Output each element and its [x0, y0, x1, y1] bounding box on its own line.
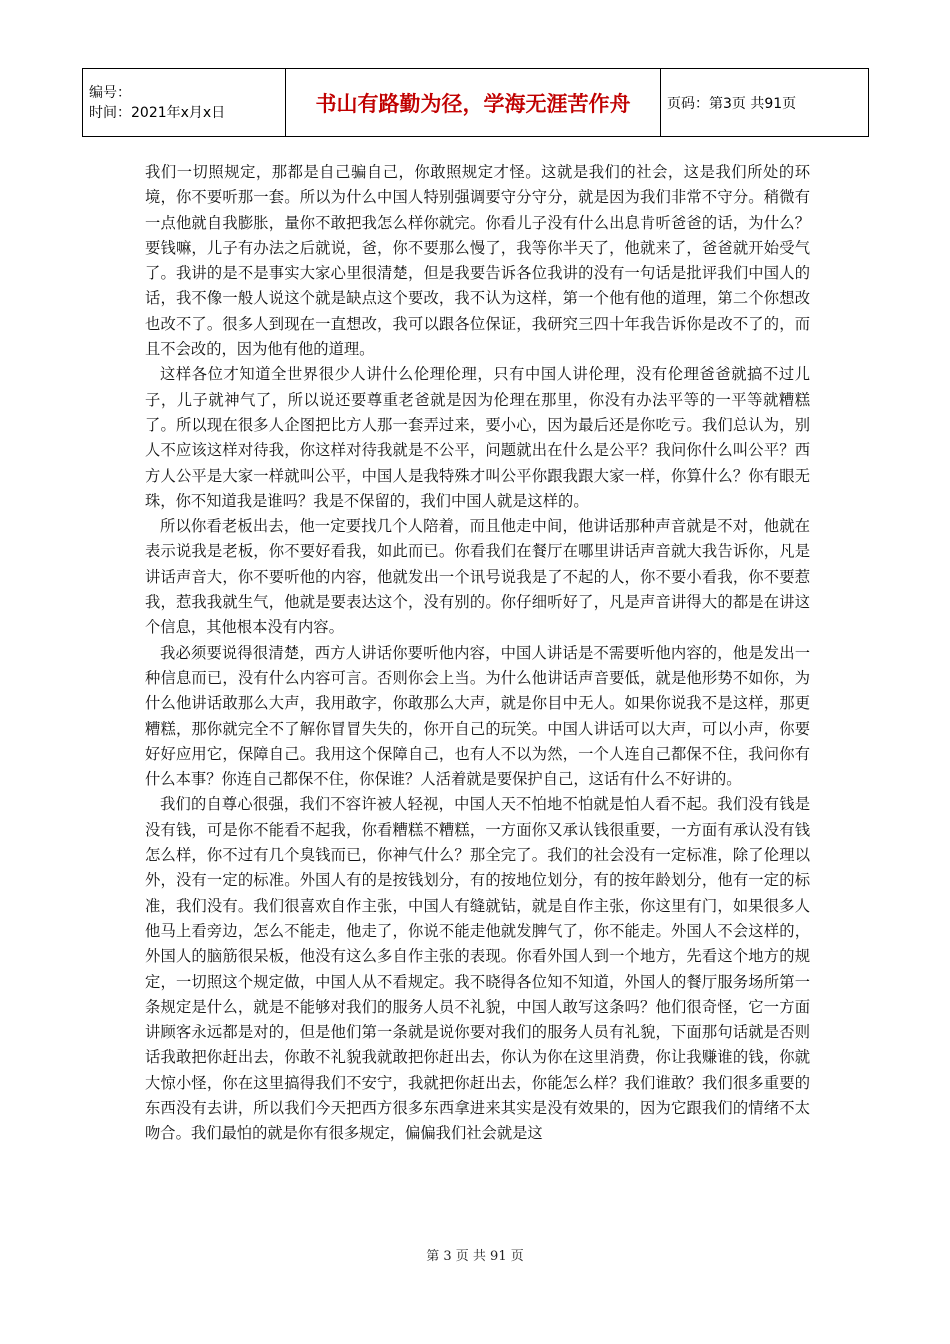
- footer-page-number: 第 3 页 共 91 页: [426, 1249, 524, 1264]
- header-motto: 书山有路勤为径，学海无涯苦作舟: [315, 91, 631, 116]
- header-info-cell: [83, 69, 286, 137]
- header-table: [82, 68, 869, 137]
- header-motto-cell: [286, 69, 661, 137]
- header-page-cell: [661, 69, 869, 137]
- body-paragraph: 我们一切照规定，那都是自己骗自己，你敢照规定才怪。这就是我们的社会，这是我们所处的环境，你不要听那一套。所以为什么中国人特别强调要守分守分，就是因为我们非常不守分。稍微有一点他就自我膨胀，量你不敢把我怎么样你就完。你看儿子没有什么出息肯听爸爸的话，为什么？要钱嘛，儿子有办法之后就说，爸，你不要那么慢了，我等你半天了，他就来了，爸爸就开始受气了。我讲的是不是事实大家心里很清楚，但是我要告诉各位我讲的没有一句话是批评我们中国人的话，我不像一般人说这个就是缺点这个要改，我不认为这样，第一个他有他的道理，第二个你想改也改不了。很多人到现在一直想改，我可以跟各位保证，我研究三四十年我告诉你是改不了的，而且不会改的，因为他有他的道理。: [145, 163, 810, 359]
- page-footer: [0, 1245, 950, 1264]
- body-paragraph: 所以你看老板出去，他一定要找几个人陪着，而且他走中间，他讲话那种声音就是不对，他就在表示说我是老板，你不要好看我，如此而已。你看我们在餐厅在哪里讲话声音就大我告诉你，凡是讲话声音大，你不要听他的内容，他就发出一个讯号说我是了不起的人，你不要小看我，你不要惹我，惹我我就生气，他就是要表达这个，没有别的。你仔细听好了，凡是声音讲得大的都是在讲这个信息，其他根本没有内容。: [145, 517, 810, 637]
- document-number-label: 编号：: [89, 84, 131, 101]
- document-date-label: 时间：2021年x月x日: [89, 104, 226, 121]
- body-paragraph: 我必须要说得很清楚，西方人讲话你要听他内容，中国人讲话是不需要听他内容的，他是发出一种信息而已，没有什么内容可言。否则你会上当。为什么他讲话声音要低，就是他形势不如你，为什么他讲话敢那么大声，我用敢字，你敢那么大声，就是你目中无人。如果你说我不是这样，那更糟糕，那你就完全不了解你冒冒失失的，你开自己的玩笑。中国人讲话可以大声，可以小声，你要好好应用它，保障自己。我用这个保障自己，也有人不以为然，一个人连自己都保不住，我问你有什么本事？你连自己都保不住，你保谁？人活着就是要保护自己，这话有什么不好讲的。: [145, 643, 810, 789]
- document-body: [145, 160, 810, 1147]
- body-paragraph: 这样各位才知道全世界很少人讲什么伦理伦理，只有中国人讲伦理，没有伦理爸爸就搞不过儿子，儿子就神气了，所以说还要尊重老爸就是因为伦理在那里，你没有办法平等的一平等就糟糕了。所以现在很多人企图把比方人那一套弄过来，要小心，因为最后还是你吃亏。我们总认为，别人不应该这样对待我，你这样对待我就是不公平，问题就出在什么是公平？我问你什么叫公平？西方人公平是大家一样就叫公平，中国人是我特殊才叫公平你跟我跟大家一样，你算什么？你有眼无珠，你不知道我是谁吗？我是不保留的，我们中国人就是这样的。: [145, 365, 810, 510]
- header-page-label: 页码：第3页 共91页: [667, 95, 797, 112]
- body-paragraph: 我们的自尊心很强，我们不容许被人轻视，中国人天不怕地不怕就是怕人看不起。我们没有钱是没有钱，可是你不能看不起我，你看糟糕不糟糕，一方面你又承认钱很重要，一方面有承认没有钱怎么样，你不过有几个臭钱而已，你神气什么？那全完了。我们的社会没有一定标准，除了伦理以外，没有一定的标准。外国人有的是按钱划分，有的按地位划分，有的按年龄划分，他有一定的标准，我们没有。我们很喜欢自作主张，中国人有缝就钻，就是自作主张，你这里有门，如果很多人他马上看旁边，怎么不能走，他走了，你说不能走他就发脾气了，你不能走。外国人不会这样的，外国人的脑筋很呆板，他没有这么多自作主张的表现。你看外国人到一个地方，先看这个地方的规定，一切照这个规定做，中国人从不看规定。我不晓得各位知不知道，外国人的餐厅服务场所第一条规定是什么，就是不能够对我们的服务人员不礼貌，中国人敢写这条吗？他们很奇怪，它一方面讲顾客永远都是对的，但是他们第一条就是说你要对我们的服务人员有礼貌，下面那句话就是否则话我敢把你赶出去，你敢不礼貌我就敢把你赶出去，你认为你在这里消费，你让我赚谁的钱，你就大惊小怪，你在这里搞得我们不安宁，我就把你赶出去，你能怎么样？我们谁敢？我们很多重要的东西没有去讲，所以我们今天把西方很多东西拿进来其实是没有效果的，因为它跟我们的情绪不太吻合。我们最怕的就是你有很多规定，偏偏我们社会就是这: [145, 795, 810, 1143]
